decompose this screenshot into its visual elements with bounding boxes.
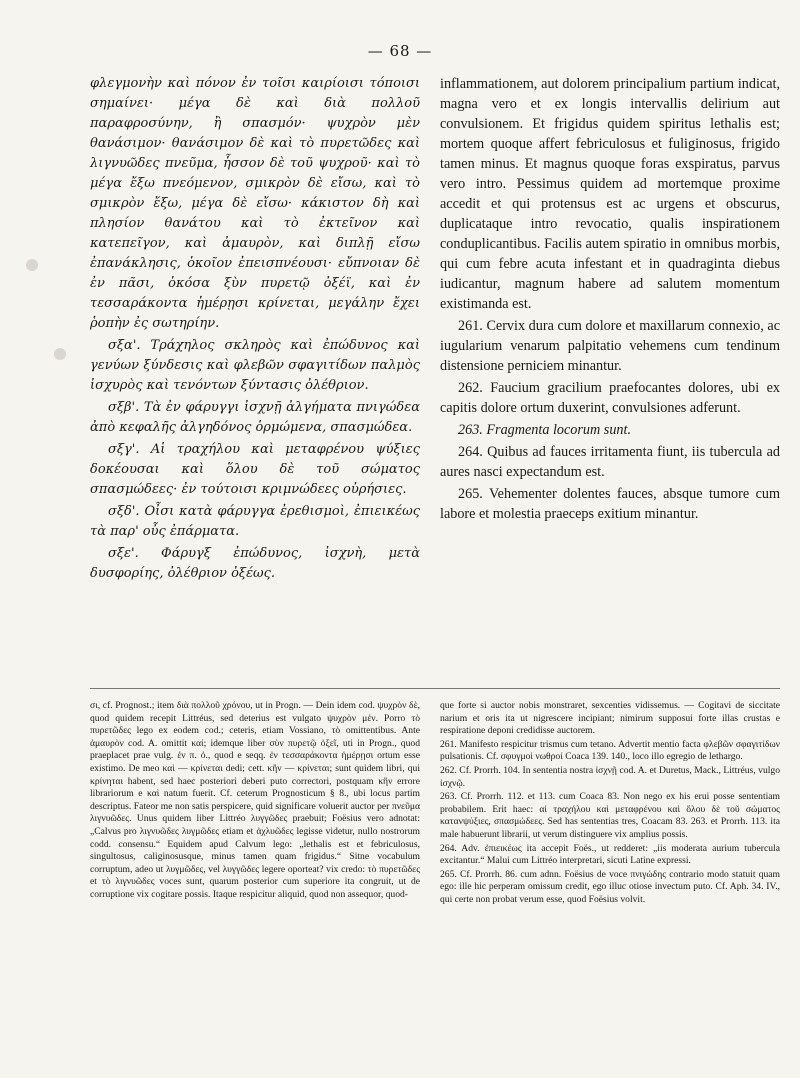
latin-paragraph: 264. Quibus ad fauces irritamenta fiunt, iis tubercula ad aures nasci expectandum est. [440, 444, 780, 480]
latin-paragraph: 262. Faucium gracilium praefocantes dolores, ubi ex capitis dolore ortum duxerint, convulsiones adferunt. [440, 380, 780, 416]
greek-paragraph: φλεγμονὴν καὶ πόνον ἐν τοῖσι καιρίοισι τόποισι σημαίνει· μέγα δὲ καὶ διὰ πολλοῦ παραφροσύνην, ἢ σπασμόν· ψυχρὸν μὲν θανάσιμον· θανάσιμον δὲ καὶ τὸ πυρετῶδες καὶ λιγνυῶδες πνεῦμα, ἧσσον δὲ τοῦ ψυχροῦ· καὶ τὸ μέγα ἔξω πνεόμενον, σμικρὸν δὲ εἴσω, καὶ τὸ σμικρὸν ἔξω, μέγα δὲ εἴσω· κάκιστον δὴ καὶ πλησίον θανάτου καὶ τὸ ἐκτεῖνον καὶ κατεπεῖγον, καὶ ἀμαυρὸν, καὶ διπλῇ εἴσω ἐπανάκλησις, ὁκοῖον ἐπεισπνέουσι· εὔπνοιαν δὲ ἐν πᾶσι, ὁκόσα ξὺν πυρετῷ ὀξέϊ, καὶ ἐν τεσσαράκοντα ἡμέρῃσι κρίνεται, μεγάλην ἔχει ῥοπὴν ἐς σωτηρίην. [90, 76, 420, 331]
footnote-paragraph: 262. Cf. Prorrh. 104. In sententia nostra ἰσχνῇ cod. A. et Duretus, Mack., Littréus, vulgo ἰσχνῷ. [440, 764, 780, 789]
footnote-paragraph: 264. Adv. ἐπιεικέως ita accepit Foës., ut redderet: „iis moderata aurium tubercula excitantur.“ Malui cum Littréo interpretari, sicuti Latine expressi. [440, 842, 780, 867]
latin-paragraph: 261. Cervix dura cum dolore et maxillarum connexio, ac iugularium venarum palpitatio vehemens cum tendinum distensione perniciem minantur. [440, 318, 780, 374]
latin-paragraph: inflammationem, aut dolorem principalium partium indicat, magna vero et ex longis intervallis delirium aut convulsionem. Et frigidus quidem spiritus lethalis est; mortem quoque affert febriculosus et fuliginosus, frigido tamen minus. Et magnus quoque foras exspiratus, parvus vero intro. Pessimus quidem ad mortemque proxime accedit et qui protensus est ac urgens et obscurus, duplicataque intro revocatio, qualis inspirationem conduplicantibus. Facilis autem spiratio in omnibus morbis, qui cum febre acuta infestant et in quadraginta diebus iudicantur, magnum habere ad salutem momentum existimanda est. [440, 76, 780, 312]
footnote-paragraph: 263. Cf. Prorrh. 112. et 113. cum Coaca 83. Non nego ex his erui posse sententiam probabilem. Erit haec: αἱ τραχήλου καὶ μεταφρένου καὶ ὅλου δὲ τοῦ σώματος κατανψύξιες, σπασμώδεες. Sed has sententias tres, Coacam 83. 263. et Prorrh. 113. ita male habuerunt librarii, ut verum distinguere vix amplius possis. [440, 791, 780, 840]
page-number: — 68 — [367, 42, 433, 60]
latin-paragraph: 263. Fragmenta locorum sunt. [458, 422, 632, 438]
footnotes-left-column [90, 700, 420, 902]
footnote-paragraph: que forte si auctor nobis monstraret, sexcenties vidissemus. — Cogitavi de siccitate narium et oris ita ut nigrescere incipiant; nimirum supposui forte illas crustas e respiratione deponi credidisse auctorem. [440, 700, 780, 737]
footnote-paragraph: 265. Cf. Prorrh. 86. cum adnn. Foësius de voce πνιγώδης contrario modo statuit quam ego: ille hic perperam omissum credit, ego illuc otiose invectum puto. Cf. Aph. 34. IV., qui certe non probat verum esse, quod Foësius volvit. [440, 868, 780, 905]
greek-paragraph: σξε'. Φάρυγξ ἐπώδυνος, ἰσχνὴ, μετὰ δυσφορίης, ὀλέθριον ὀξέως. [90, 546, 420, 581]
greek-paragraph: σξβ'. Τὰ ἐν φάρυγγι ἰσχνῇ ἀλγήματα πνιγώδεα ἀπὸ κεφαλῆς ἀλγηδόνος ὁρμώμενα, σπασμώδεα. [90, 400, 420, 435]
greek-paragraph: σξγ'. Αἱ τραχήλου καὶ μεταφρένου ψύξιες δοκέουσαι καὶ ὅλου δὲ τοῦ σώματος σπασμώδεες· ἐν τούτοισι κριμνώδεες οὐρήσιες. [90, 442, 420, 497]
latin-paragraph: 265. Vehementer dolentes fauces, absque tumore cum labore et molestia praeceps exitium minantur. [440, 486, 780, 522]
latin-text-column [440, 74, 780, 524]
greek-text-column [90, 74, 420, 584]
greek-paragraph: σξα'. Τράχηλος σκληρὸς καὶ ἐπώδυνος καὶ γενύων ξύνδεσις καὶ φλεβῶν σφαγιτίδων παλμὸς ἰσχυρὸς καὶ τενόντων ξύντασις ὀλέθριον. [90, 338, 420, 393]
footnotes-right-column [440, 700, 780, 907]
footnote-paragraph: σι, cf. Prognost.; item διὰ πολλοῦ χρόνου, ut in Progn. — Dein idem cod. ψυχρὸν δὲ, quod quidem recepit Littréus, sed deterius est vulgato ψυχρὸν μέν. Porro τὸ πυρετῶδες lego ex eodem cod.; ceteris, etiam Vossiano, τὸ omittentibus. Ante ἀμαυρὸν cod. A. omittit καί; idemque liber σὺν πυρετῷ ὀξεῖ, uti in Progn., quod praeplacet prae vulg. ἐν π. ὀ., quod e seqq. ἐν τεσσαράκοντα ἡμέρῃσι ortum esse existimo. De meo καὶ — κρίνεται dedi; cett. κἢν — κρίνεται; sunt quidem libri, qui κρίνηται habent, sed haec posteriori deberi puto correctori, postquam κἢν errore librariorum e καὶ natum fuerit. Cf. ceterum Prognosticum § 8., ubi locus partim descriptus. Fateor me non satis perspicere, quid significare voluerit auctor per πνεῦμα λιγνυῶδες. Unus quidem liber Littréo λυγγῶδες praebuit; Foësius vero adnotat: „Calvus pro λιγνυῶδες λυγμῶδες etiam et ἀχλυῶδες legisse videtur, nullo nostrorum codd. consensu.“ Equidem apud Calvum lego: „lethalis est et febriculosus, singultosus, caliginosusque, minus tamen quam frigidus.“ Sitne vocabulum corruptum, adeo ut λυγμῶδες, vel λυγγῶδες legere oporteat? vix credo: τὸ πυρετῶδες et τὸ λιγνυῶδες voces sunt, quarum posterior cum superiore ita congruit, ut de corruptione vix cogitare possis. Itaque respicitur aliquid, quod non assequor, quod- [90, 700, 420, 900]
binding-hole-upper [26, 259, 38, 271]
footnote-divider [90, 688, 780, 689]
greek-paragraph: σξδ'. Οἶσι κατὰ φάρυγγα ἐρεθισμοὶ, ἐπιεικέως τὰ παρ' οὖς ἐπάρματα. [90, 504, 420, 539]
footnote-paragraph: 261. Manifesto respicitur trismus cum tetano. Advertit mentio facta φλεβῶν σφαγιτίδων pulsationis. Cf. σφυγμοὶ νωθροί Coaca 139. 140., loco illo egregio de lethargo. [440, 738, 780, 763]
binding-hole-lower [54, 348, 66, 360]
